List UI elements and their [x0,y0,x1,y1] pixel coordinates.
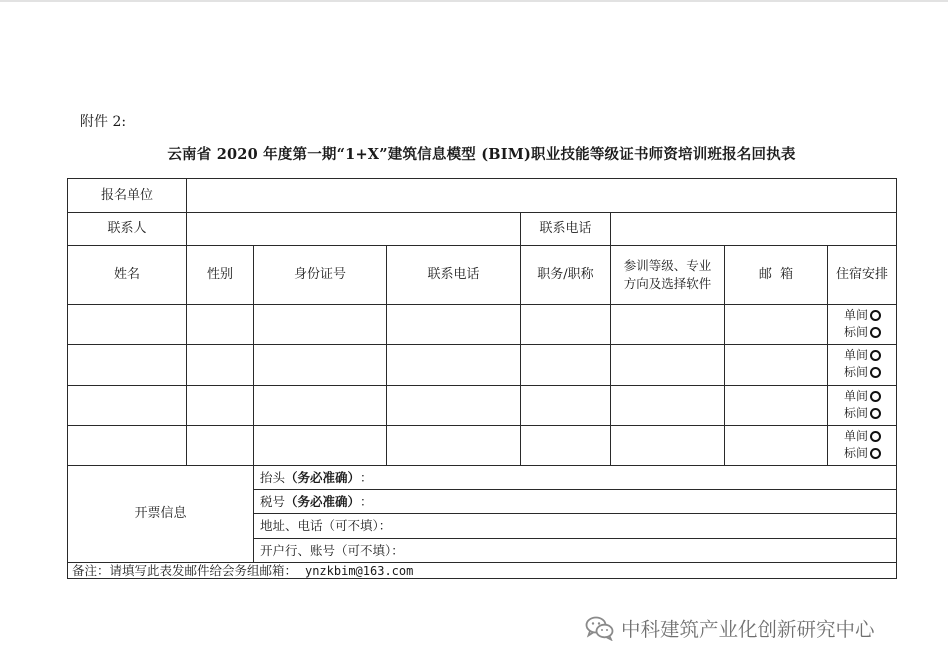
invoice-tax-required: （务必准确） [285,493,361,509]
radio-icon[interactable] [870,431,881,442]
room-option-label: 标间 [844,446,869,460]
entry-gender-cell[interactable] [187,305,253,344]
form-title: 云南省 2020 年度第一期“1+X”建筑信息模型 (BIM)职业技能等级证书师资培训班报名回执表 [167,146,796,163]
header-phone: 联系电话 [427,267,480,282]
contact-person-field[interactable] [187,213,520,245]
entry-training-level-cell[interactable] [611,426,724,465]
entry-name-cell[interactable] [68,345,186,385]
header-name: 姓名 [113,267,140,282]
radio-icon[interactable] [870,408,881,419]
entry-email-cell[interactable] [725,305,827,344]
radio-icon[interactable] [870,327,881,338]
entry-gender-cell[interactable] [187,345,253,385]
accommodation-options [844,388,881,422]
watermark-text: 中科建筑产业化创新研究中心 [621,618,875,641]
header-email: 邮 箱 [758,267,794,282]
twin-room-option[interactable] [844,405,881,422]
invoice-bank-label: 开户行、账号（可不填）： [260,542,404,558]
room-option-label: 单间 [844,389,869,403]
header-training-level-line2: 方向及选择软件 [623,276,712,291]
radio-icon[interactable] [870,367,881,378]
accommodation-options [844,347,881,381]
registration-form-table [67,178,897,579]
single-room-option[interactable] [844,347,881,364]
unit-label: 报名单位 [100,187,153,203]
entry-email-cell[interactable] [725,426,827,465]
accommodation-options [844,307,881,341]
entry-id-number-cell[interactable] [254,345,386,385]
remark-note [72,563,413,579]
room-option-label: 标间 [844,325,869,339]
radio-icon[interactable] [870,391,881,402]
entry-name-cell[interactable] [68,305,186,344]
entry-id-number-cell[interactable] [254,305,386,344]
entry-position-cell[interactable] [521,386,610,425]
single-room-option[interactable] [844,388,881,405]
entry-id-number-cell[interactable] [254,386,386,425]
entry-name-cell[interactable] [68,386,186,425]
twin-room-option[interactable] [844,364,881,381]
invoice-title-label: 抬头 [260,469,286,485]
invoice-address-label: 地址、电话（可不填）： [260,518,392,533]
invoice-title-colon: ： [360,469,373,485]
top-divider [0,0,948,2]
invoice-label: 开票信息 [134,506,187,521]
contact-phone-field[interactable] [611,213,896,245]
entry-id-number-cell[interactable] [254,426,386,465]
remark-label: 备注：请填写此表发邮件给会务组邮箱： [72,563,298,578]
entry-phone-cell[interactable] [387,305,520,344]
room-option-label: 单间 [844,348,869,362]
invoice-title-required: （务必准确） [285,469,361,485]
invoice-tax-field[interactable] [254,490,896,513]
single-room-option[interactable] [844,307,881,324]
entry-phone-cell[interactable] [387,426,520,465]
room-option-label: 单间 [844,429,869,443]
entry-position-cell[interactable] [521,426,610,465]
invoice-title-field[interactable] [254,466,896,489]
header-gender: 性别 [206,267,233,282]
entry-training-level-cell[interactable] [611,345,724,385]
header-position: 职务/职称 [537,267,594,282]
entry-email-cell[interactable] [725,345,827,385]
wechat-icon [585,615,615,641]
invoice-tax-colon: ： [360,493,373,509]
header-training-level [611,246,724,304]
wechat-watermark [585,614,875,642]
entry-phone-cell[interactable] [387,386,520,425]
contact-person-label: 联系人 [107,221,147,236]
entry-gender-cell[interactable] [187,386,253,425]
entry-phone-cell[interactable] [387,345,520,385]
entry-training-level-cell[interactable] [611,305,724,344]
accommodation-options [844,428,881,462]
room-option-label: 标间 [844,406,869,420]
radio-icon[interactable] [870,350,881,361]
room-option-label: 标间 [844,365,869,379]
radio-icon[interactable] [870,448,881,459]
contact-phone-label: 联系电话 [539,221,592,236]
invoice-bank-field[interactable] [254,539,896,562]
entry-position-cell[interactable] [521,345,610,385]
unit-field[interactable] [187,179,896,212]
entry-position-cell[interactable] [521,305,610,344]
header-accommodation: 住宿安排 [835,267,888,282]
entry-training-level-cell[interactable] [611,386,724,425]
entry-email-cell[interactable] [725,386,827,425]
attachment-label: 附件 2: [80,114,127,130]
invoice-address-field[interactable] [254,514,896,538]
remark-email[interactable]: ynzkbim@163.com [304,564,414,578]
entry-gender-cell[interactable] [187,426,253,465]
entry-name-cell[interactable] [68,426,186,465]
header-id-number: 身份证号 [293,267,346,282]
single-room-option[interactable] [844,428,881,445]
header-training-level-line1: 参训等级、专业 [623,258,712,273]
invoice-tax-label: 税号 [260,493,286,509]
twin-room-option[interactable] [844,445,881,462]
twin-room-option[interactable] [844,324,881,341]
radio-icon[interactable] [870,310,881,321]
room-option-label: 单间 [844,308,869,322]
